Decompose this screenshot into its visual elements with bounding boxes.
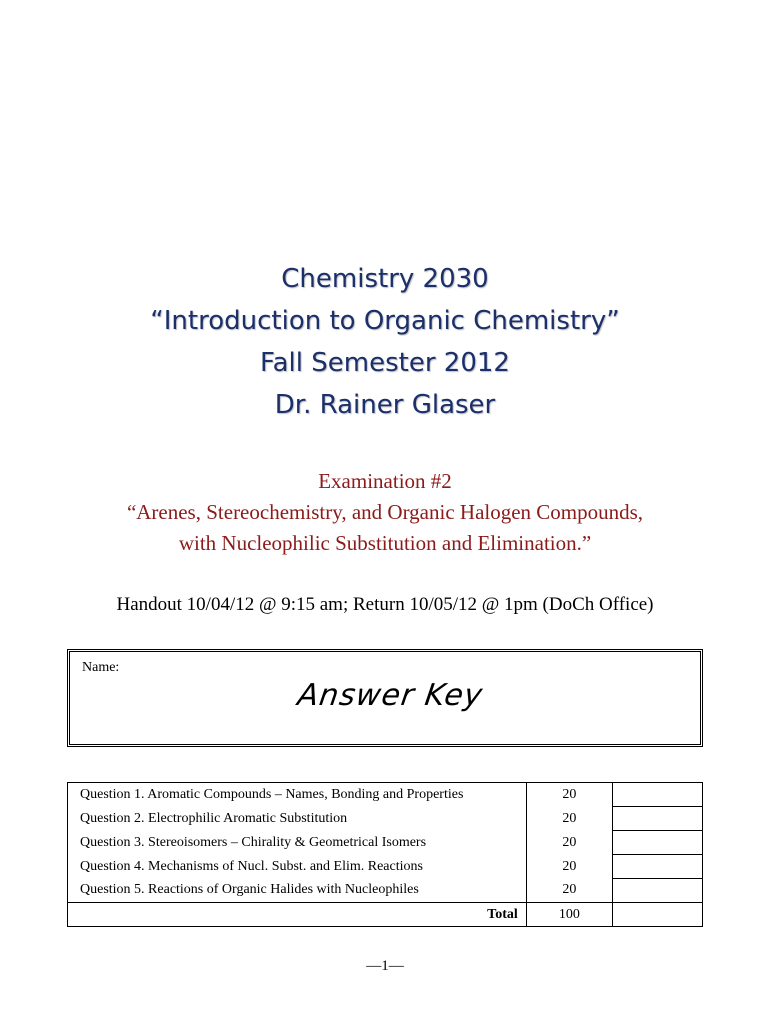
total-row bbox=[68, 903, 703, 927]
question-points: 20 bbox=[526, 855, 612, 879]
name-label: Name: bbox=[82, 660, 120, 675]
exam-number: Examination #2 bbox=[318, 469, 452, 493]
semester: Fall Semester 2012 bbox=[260, 348, 510, 378]
question-points: 20 bbox=[526, 831, 612, 855]
question-score-cell bbox=[613, 879, 703, 903]
handout-info: Handout 10/04/12 @ 9:15 am; Return 10/05/12 @ 1pm (DoCh Office) bbox=[116, 594, 654, 615]
exam-topic-line2: with Nucleophilic Substitution and Elimination.” bbox=[178, 531, 592, 555]
course-number: Chemistry 2030 bbox=[281, 264, 489, 294]
total-points: 100 bbox=[526, 903, 612, 927]
question-label: Question 1. Aromatic Compounds – Names, Bonding and Properties bbox=[68, 783, 527, 807]
total-label: Total bbox=[68, 903, 527, 927]
score-table bbox=[67, 782, 703, 927]
table-row bbox=[68, 855, 703, 879]
name-value-handwritten: Answer Key bbox=[295, 678, 486, 713]
question-label: Question 4. Mechanisms of Nucl. Subst. and Elim. Reactions bbox=[68, 855, 527, 879]
question-score-cell bbox=[613, 807, 703, 831]
question-label: Question 3. Stereoisomers – Chirality & Geometrical Isomers bbox=[68, 831, 527, 855]
question-label: Question 2. Electrophilic Aromatic Substitution bbox=[68, 807, 527, 831]
table-row bbox=[68, 807, 703, 831]
table-row bbox=[68, 831, 703, 855]
table-row bbox=[68, 783, 703, 807]
course-name: “Introduction to Organic Chemistry” bbox=[150, 306, 620, 336]
question-points: 20 bbox=[526, 807, 612, 831]
question-points: 20 bbox=[526, 783, 612, 807]
question-label: Question 5. Reactions of Organic Halides with Nucleophiles bbox=[68, 879, 527, 903]
question-score-cell bbox=[613, 783, 703, 807]
question-score-cell bbox=[613, 831, 703, 855]
exam-topic-line1: “Arenes, Stereochemistry, and Organic Halogen Compounds, bbox=[126, 500, 644, 524]
name-box bbox=[67, 649, 703, 747]
question-score-cell bbox=[613, 855, 703, 879]
total-score-cell bbox=[613, 903, 703, 927]
exam-info-block bbox=[0, 466, 770, 559]
table-row bbox=[68, 879, 703, 903]
instructor: Dr. Rainer Glaser bbox=[274, 390, 496, 420]
course-title-block bbox=[0, 258, 770, 426]
page-number: —1— bbox=[366, 958, 404, 974]
question-points: 20 bbox=[526, 879, 612, 903]
